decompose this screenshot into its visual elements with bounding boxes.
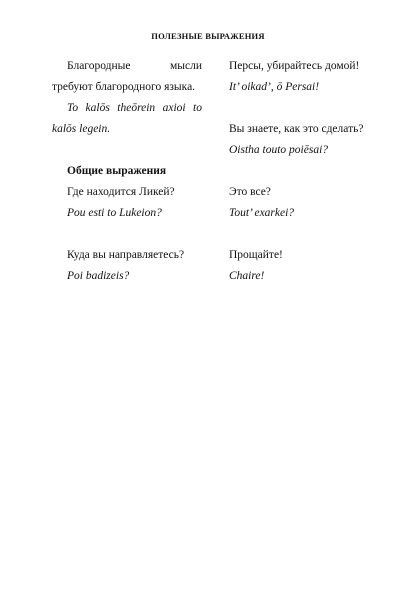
phrase-transliteration: Tout’ exarkei? [229, 207, 295, 219]
phrase-transliteration: Oistha touto poiēsai? [229, 144, 329, 156]
intro-russian: Благородные мысли требуют благородного языка. [52, 60, 202, 93]
phrase-transliteration: Chaire! [229, 270, 265, 282]
left-column [52, 56, 202, 287]
phrase-transliteration: Poi badizeis? [67, 270, 130, 282]
phrase-russian: Где находится Ликей? [67, 186, 175, 198]
phrase-russian: Куда вы направляетесь? [67, 249, 185, 261]
phrase-russian: Это все? [229, 186, 271, 198]
phrase-transliteration: Pou esti to Lukeion? [67, 207, 162, 219]
page-title: ПОЛЕЗНЫЕ ВЫРАЖЕНИЯ [151, 31, 265, 41]
phrase-russian: Вы знаете, как это сделать? [229, 123, 364, 135]
section-heading: Общие выражения [67, 165, 167, 177]
phrase-russian: Прощайте! [229, 249, 283, 261]
right-column [229, 56, 379, 287]
phrase-transliteration: It’ oikad’, ō Persai! [229, 81, 320, 93]
intro-transliteration: To kalōs theōrein axioi to kalōs legein. [52, 102, 202, 135]
phrase-russian: Персы, убирайтесь домой! [229, 60, 360, 72]
